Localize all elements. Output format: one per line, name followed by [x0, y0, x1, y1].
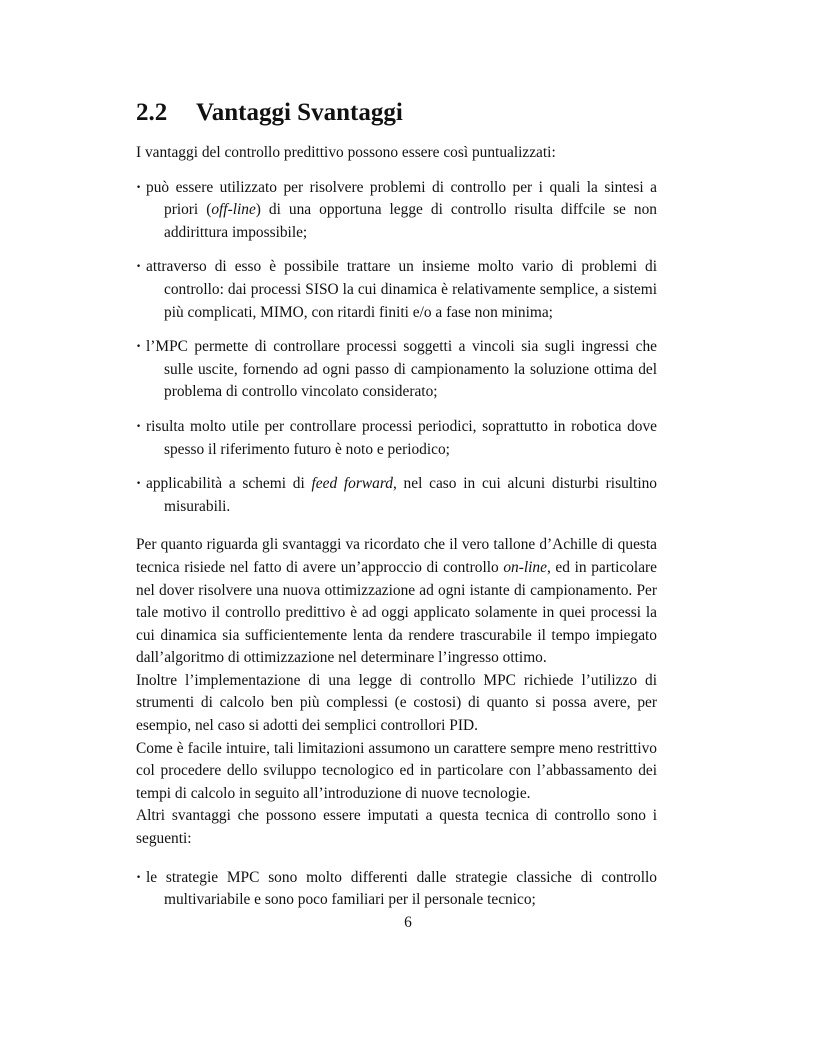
intro-paragraph: I vantaggi del controllo predittivo possono essere così puntualizzati:: [136, 144, 556, 161]
list-item: · attraverso di esso è possibile trattare un insieme molto vario di problemi di controllo: dai processi SISO la cui dinamica è relativamente semplice, a sistemi più complicati, MIMO, con ritardi finiti e/o a fase non minima;: [136, 256, 657, 324]
section-title: Vantaggi Svantaggi: [196, 99, 403, 126]
list-item: · applicabilità a schemi di feed forward, nel caso in cui alcuni disturbi risultino misurabili.: [136, 473, 657, 518]
advantages-list: [136, 177, 657, 519]
section-number: 2.2: [136, 99, 168, 126]
paragraph-tools: Inoltre l’implementazione di una legge di controllo MPC richiede l’utilizzo di strumenti di calcolo ben più complessi (e costosi) di quanto si possa avere, per esempio, nel caso si adotti dei semplici controllori PID.: [136, 671, 657, 735]
disadvantages-list: [136, 867, 657, 912]
body-text: [136, 142, 657, 912]
page-number: 6: [404, 914, 412, 931]
paragraph-online: Per quanto riguarda gli svantaggi va ricordato che il vero tallone d’Achille di questa tecnica risiede nel fatto di avere un’approccio di controllo on-line, ed in particolare nel dover risolvere una nuova ottimizzazione ad ogni istante di campionamento. Per tale motivo il controllo predittivo è ad oggi applicato solamente in quei processi la cui dinamica sia sufficientemente lenta da rendere trascurabile il tempo impiegato dall’algoritmo di ottimizzazione nel determinare l’ingresso ottimo.: [136, 536, 657, 667]
list-item: · risulta molto utile per controllare processi periodici, soprattutto in robotica dove spesso il riferimento futuro è noto e periodico;: [136, 416, 657, 461]
list-item: · può essere utilizzato per risolvere problemi di controllo per i quali la sintesi a priori (off-line) di una opportuna legge di controllo risulta diffcile se non addirittura impossibile;: [136, 177, 657, 245]
paragraph-other-disadvantages: Altri svantaggi che possono essere imputati a questa tecnica di controllo sono i seguenti:: [136, 807, 657, 848]
list-item: · le strategie MPC sono molto differenti dalle strategie classiche di controllo multivariabile e sono poco familiari per il personale tecnico;: [136, 867, 657, 912]
section-heading: [136, 96, 403, 130]
paragraph-limitations: Come è facile intuire, tali limitazioni assumono un carattere sempre meno restrittivo col procedere dello sviluppo tecnologico ed in particolare con l’abbassamento dei tempi di calcolo in seguito all’introduzione di nuove tecnologie.: [136, 739, 657, 802]
list-item: · l’MPC permette di controllare processi soggetti a vincoli sia sugli ingressi che sulle uscite, fornendo ad ogni passo di campionamento la soluzione ottima del problema di controllo vincolato considerato;: [136, 336, 657, 404]
